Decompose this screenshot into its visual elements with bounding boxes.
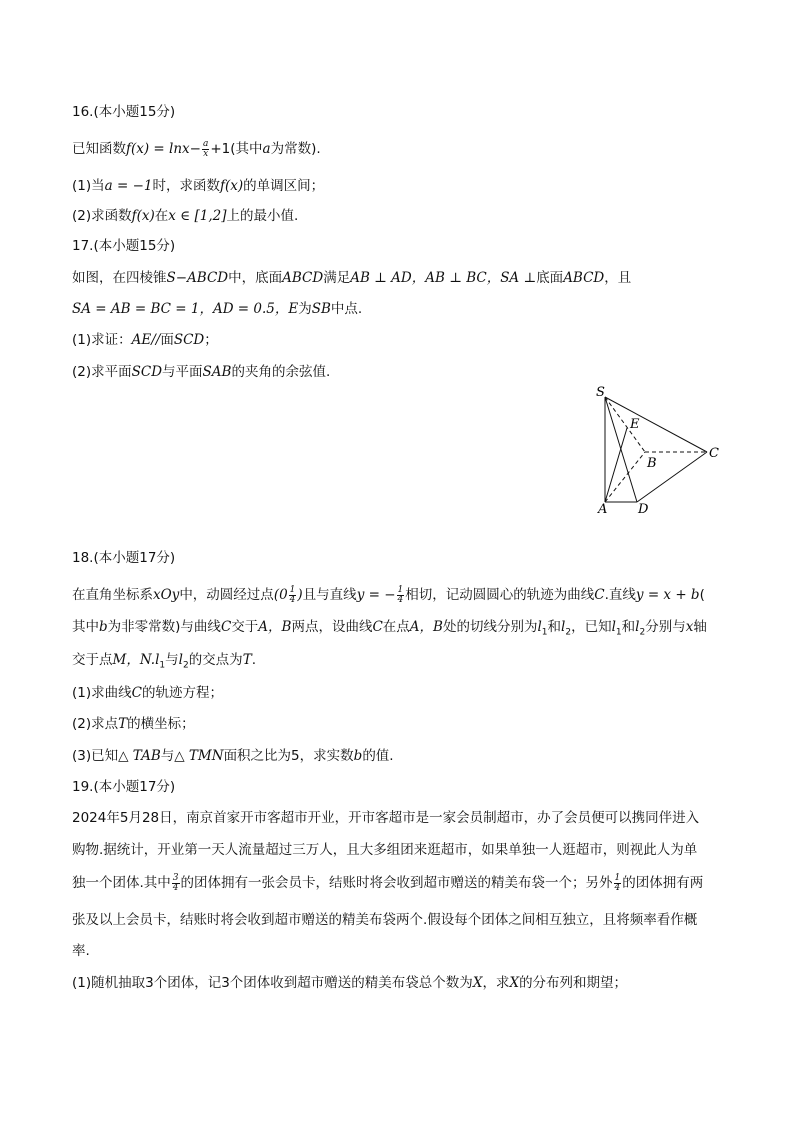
q16-stem: 已知函数f(x) = lnx− $\frac{a}{x}$ +1(其中a为常数). xyxy=(72,138,321,159)
q18-header: 18.(本小题17分) xyxy=(72,550,176,566)
fraction: $\frac{3}{4}$ xyxy=(172,872,179,893)
q16-part2: (2)求函数f(x)在x ∈ [1,2]上的最小值. xyxy=(72,208,299,224)
label-S: S xyxy=(596,385,605,400)
fraction: $\frac{1}{4}$ xyxy=(289,584,296,605)
q19-stem-line4: 张及以上会员卡，结账时将会收到超市赠送的精美布袋两个.假设每个团体之间相互独立，且将频率看作概 xyxy=(72,912,698,928)
q18-part1: (1)求曲线C的轨迹方程； xyxy=(72,685,223,701)
q17-stem-line1: 如图，在四棱锥S−ABCD中，底面ABCD满足AB ⊥ AD，AB ⊥ BC，SA ⊥底面ABCD，且 xyxy=(72,270,632,286)
q17-header: 17.(本小题15分) xyxy=(72,238,176,254)
q17-part2: (2)求平面SCD与平面SAB的夹角的余弦值. xyxy=(72,364,331,380)
fraction: $\frac{a}{x}$ xyxy=(202,138,209,159)
edge-AE xyxy=(605,428,627,502)
q18-stem-line3: 交于点M，$N.l_1$与$l_2$的交点为T. xyxy=(72,652,256,671)
q17-stem-line2: SA = AB = BC = 1，AD = 0.5，E为SB中点. xyxy=(72,301,363,317)
q19-stem-line1: 2024年5月28日，南京首家开市客超市开业，开市客超市是一家会员制超市，办了会员便可以携同伴进入 xyxy=(72,810,700,826)
q18-stem-line2: 其中b为非零常数)与曲线C交于A，B两点，设曲线C在点A，B处的切线分别为$l_1$和$l_2$，已知$l_1$和$l_2$分别与x轴 xyxy=(72,619,707,638)
edge-AB xyxy=(605,452,645,502)
q19-stem-line3: 独一个团体.其中 $\frac{3}{4}$ 的团体拥有一张会员卡，结账时将会收到超市赠送的精美布袋一个；另外 $\frac{1}{4}$ 的团体拥有两 xyxy=(72,872,704,893)
q19-stem-line2: 购物.据统计，开业第一天人流量超过三万人，且大多组团来逛超市，如果单独一人逛超市，则视此人为单 xyxy=(72,842,698,858)
q19-part1: (1)随机抽取3个团体，记3个团体收到超市赠送的精美布袋总个数为X，求X的分布列和期望； xyxy=(72,975,628,991)
label-A: A xyxy=(598,502,608,517)
q19-header: 19.(本小题17分) xyxy=(72,779,176,795)
fraction: $\frac{1}{4}$ xyxy=(614,872,621,893)
q19-stem-line5: 率. xyxy=(72,943,90,959)
label-E: E xyxy=(630,417,640,432)
q18-stem-line1: 在直角坐标系xOy中，动圆经过点(0 $\frac{1}{4}$ )且与直线y = − $\frac{1}{4}$ 相切，记动圆圆心的轨迹为曲线C.直线y = x + b( xyxy=(72,584,705,605)
label-D: D xyxy=(638,502,649,517)
q16-header: 16.(本小题15分) xyxy=(72,104,176,120)
pyramid-figure xyxy=(590,382,730,517)
fraction: $\frac{1}{4}$ xyxy=(397,584,404,605)
q16-part1: (1)当a = −1时，求函数f(x)的单调区间； xyxy=(72,178,325,194)
q18-part2: (2)求点T的横坐标； xyxy=(72,716,195,732)
label-B: B xyxy=(647,456,657,471)
label-C: C xyxy=(709,446,719,461)
q17-part1: (1)求证：AE//面SCD； xyxy=(72,332,218,348)
edge-SC xyxy=(605,397,707,452)
q18-part3: (3)已知△ TAB与△ TMN面积之比为5，求实数b的值. xyxy=(72,748,394,764)
